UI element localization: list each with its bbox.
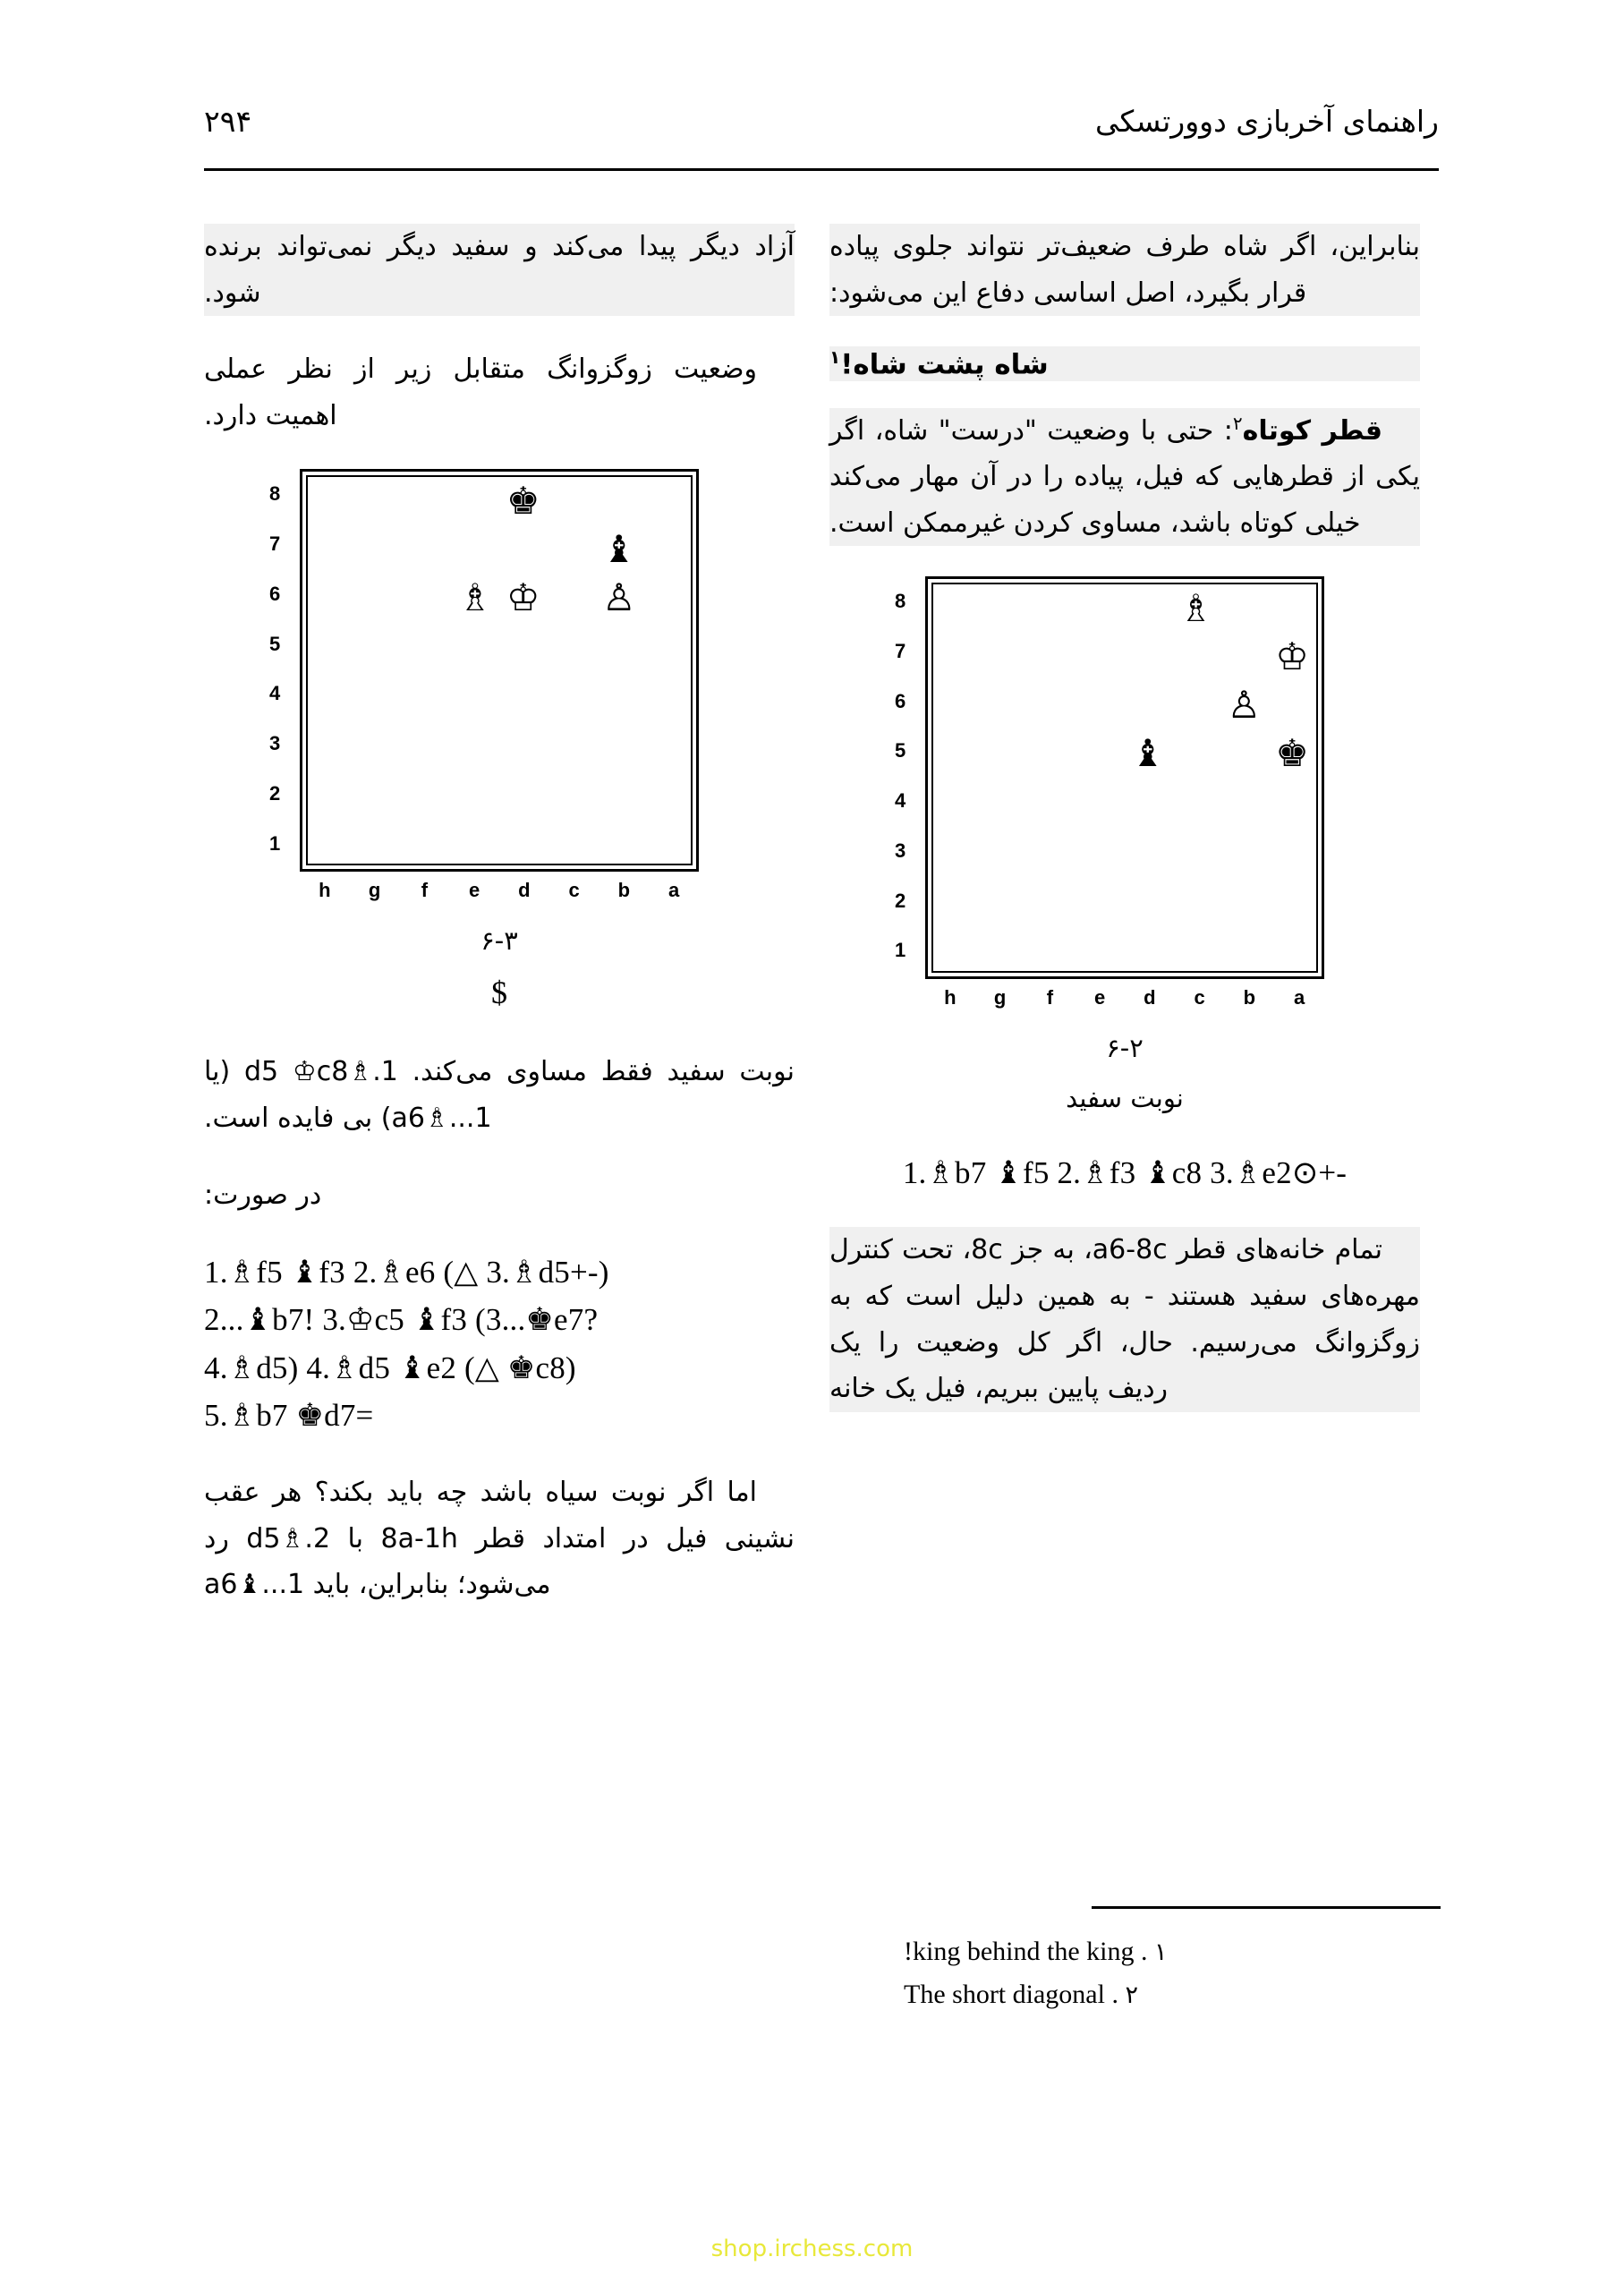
square-d7 xyxy=(499,525,548,574)
footnote-divider xyxy=(1092,1906,1441,1909)
square-c5 xyxy=(548,622,595,670)
site-watermark: shop.irchess.com xyxy=(710,2236,914,2262)
footnote-1: ۱ . king behind the king! xyxy=(904,1937,1168,1966)
square-b2 xyxy=(595,767,643,815)
square-f4 xyxy=(1029,778,1076,826)
board-rank-row xyxy=(933,584,1316,633)
square-h4 xyxy=(308,670,355,719)
square-d1 xyxy=(1124,923,1172,971)
square-h7 xyxy=(933,633,981,681)
square-b6 xyxy=(595,574,643,622)
square-d6 xyxy=(1124,681,1172,729)
board-grid xyxy=(306,475,693,865)
square-c6 xyxy=(1172,681,1220,729)
subheading-king-behind-king xyxy=(829,346,1420,380)
page-header xyxy=(204,98,1439,179)
file-label-h: h xyxy=(944,986,957,1009)
rank-label-4: 4 xyxy=(895,789,906,813)
black-bishop-icon: ♝ xyxy=(1130,731,1165,776)
square-d8 xyxy=(1124,584,1172,633)
square-e2 xyxy=(1076,874,1124,923)
square-f1 xyxy=(404,815,451,864)
file-label-h: h xyxy=(319,879,331,902)
white-pawn-icon: ♙ xyxy=(1227,683,1262,728)
square-f5 xyxy=(1029,729,1076,778)
subheading-text: شاه پشت شاه! xyxy=(840,348,1049,381)
square-a8 xyxy=(643,477,691,525)
square-a6 xyxy=(643,574,691,622)
square-a2 xyxy=(643,767,691,815)
square-c8 xyxy=(548,477,595,525)
square-h2 xyxy=(933,874,981,923)
square-a8 xyxy=(1268,584,1316,633)
square-c8 xyxy=(1172,584,1220,633)
file-label-f: f xyxy=(1046,986,1054,1009)
board-rank-row xyxy=(308,767,691,815)
square-c5 xyxy=(1172,729,1220,778)
square-d4 xyxy=(499,670,548,719)
square-e5 xyxy=(451,622,499,670)
square-d5 xyxy=(499,622,548,670)
right-column xyxy=(829,224,1420,1443)
square-b8 xyxy=(1220,584,1268,633)
board-frame xyxy=(925,576,1324,979)
white-pawn-icon: ♙ xyxy=(601,575,636,620)
left-paragraph-1: آزاد دیگر پیدا می‌کند و سفید دیگر نمی‌تواند برنده شود. xyxy=(204,224,795,316)
board-rank-row xyxy=(308,525,691,574)
white-bishop-icon: ♗ xyxy=(458,575,492,620)
rank-label-3: 3 xyxy=(269,732,281,754)
footnote-2-text: The short diagonal xyxy=(904,1979,1105,2009)
rank-label-8: 8 xyxy=(895,590,906,613)
white-king-icon: ♔ xyxy=(506,575,540,620)
right-move-line-1 xyxy=(829,1149,1420,1197)
file-label-e: e xyxy=(1094,986,1106,1009)
square-e8 xyxy=(1076,584,1124,633)
board-rank-row xyxy=(308,574,691,622)
square-f4 xyxy=(404,670,451,719)
square-e4 xyxy=(1076,778,1124,826)
square-g8 xyxy=(981,584,1028,633)
square-g1 xyxy=(355,815,403,864)
square-b7 xyxy=(1220,633,1268,681)
chessboard-6-3 xyxy=(269,469,699,902)
right-paragraph-2 xyxy=(829,408,1420,547)
square-b8 xyxy=(595,477,643,525)
square-f6 xyxy=(404,574,451,622)
square-e8 xyxy=(451,477,499,525)
square-b3 xyxy=(595,719,643,767)
file-label-g: g xyxy=(368,879,381,902)
square-h5 xyxy=(933,729,981,778)
square-g8 xyxy=(355,477,403,525)
square-e3 xyxy=(451,719,499,767)
square-a3 xyxy=(1268,826,1316,874)
board-rank-row xyxy=(933,826,1316,874)
square-d7 xyxy=(1124,633,1172,681)
square-a7 xyxy=(1268,633,1316,681)
square-a5 xyxy=(1268,729,1316,778)
board-rank-row xyxy=(308,815,691,864)
square-g7 xyxy=(355,525,403,574)
file-label-c: c xyxy=(568,879,580,902)
square-g2 xyxy=(981,874,1028,923)
square-a1 xyxy=(643,815,691,864)
chessboard-6-2 xyxy=(895,576,1324,1009)
footnote-1-number: ۱ xyxy=(1153,1938,1168,1966)
square-g2 xyxy=(355,767,403,815)
footnote-marker-2: ۲ xyxy=(1232,412,1243,434)
square-h5 xyxy=(308,622,355,670)
rank-label-1: 1 xyxy=(895,939,906,962)
rank-label-2: 2 xyxy=(269,781,281,805)
square-e5 xyxy=(1076,729,1124,778)
square-g5 xyxy=(355,622,403,670)
square-f3 xyxy=(1029,826,1076,874)
page-number: ۲۹۴ xyxy=(204,104,252,139)
square-g6 xyxy=(981,681,1028,729)
square-h3 xyxy=(933,826,981,874)
diagram-6-3-caption: ۶-۳ xyxy=(480,925,518,957)
board-rank-row xyxy=(933,923,1316,971)
rank-label-6: 6 xyxy=(895,689,906,712)
board-grid xyxy=(931,583,1318,973)
left-column xyxy=(204,224,795,1639)
square-h8 xyxy=(308,477,355,525)
square-g4 xyxy=(355,670,403,719)
footnote-1-text: king behind the king! xyxy=(904,1937,1135,1966)
left-move-block xyxy=(204,1248,795,1439)
move-seq-1: 1.♗b7 ♝f5 2.♗f3 ♝c8 3.♗e2⊙+- xyxy=(902,1155,1348,1191)
right-paragraph-3: تمام خانه‌های قطر a6-8c، به جز 8c، تحت کنترل مهره‌های سفید هستند - به همین دلیل است که به زوگزوانگ می‌رسیم. حال، اگر کل وضعیت را یک ردیف پایین ببریم، فیل یک خانه xyxy=(829,1227,1420,1411)
diagram-6-3-symbol: $ xyxy=(491,975,507,1011)
square-b4 xyxy=(595,670,643,719)
square-h1 xyxy=(933,923,981,971)
rank-labels xyxy=(895,576,906,975)
file-label-a: a xyxy=(1294,986,1305,1009)
square-e1 xyxy=(1076,923,1124,971)
square-f1 xyxy=(1029,923,1076,971)
square-h7 xyxy=(308,525,355,574)
file-label-e: e xyxy=(469,879,480,902)
left-move-line-4: 5.♗b7 ♚d7= xyxy=(204,1397,374,1433)
square-c6 xyxy=(548,574,595,622)
file-label-d: d xyxy=(518,879,531,902)
square-c7 xyxy=(548,525,595,574)
square-b1 xyxy=(1220,923,1268,971)
board-rank-row xyxy=(933,681,1316,729)
square-b7 xyxy=(595,525,643,574)
left-paragraph-4: در صورت: xyxy=(204,1179,322,1211)
square-d4 xyxy=(1124,778,1172,826)
board-rank-row xyxy=(308,670,691,719)
black-king-icon: ♚ xyxy=(506,479,540,524)
header-divider xyxy=(204,168,1439,171)
square-h3 xyxy=(308,719,355,767)
diagram-6-3 xyxy=(204,469,795,902)
left-move-line-1: 1.♗f5 ♝f3 2.♗e6 (△ 3.♗d5+-) xyxy=(204,1255,609,1290)
square-g6 xyxy=(355,574,403,622)
board-rank-row xyxy=(308,477,691,525)
square-f7 xyxy=(404,525,451,574)
square-f8 xyxy=(1029,584,1076,633)
square-f3 xyxy=(404,719,451,767)
square-a5 xyxy=(643,622,691,670)
square-d8 xyxy=(499,477,548,525)
square-g3 xyxy=(981,826,1028,874)
left-paragraph-5: اما اگر نوبت سیاه باشد چه باید بکند؟ هر عقب نشینی فیل در امتداد قطر 8a-1h با 2.♗d5 رد می‌شود؛ بنابراین، باید 1...♝a6 xyxy=(204,1476,795,1601)
square-e6 xyxy=(1076,681,1124,729)
rank-label-5: 5 xyxy=(895,739,906,762)
square-e1 xyxy=(451,815,499,864)
rank-label-1: 1 xyxy=(269,831,281,855)
board-frame xyxy=(300,469,699,872)
left-move-line-2: 2...♝b7! 3.♔c5 ♝f3 (3...♚e7? xyxy=(204,1302,599,1338)
square-d6 xyxy=(499,574,548,622)
rank-label-7: 7 xyxy=(269,532,281,555)
board-rank-row xyxy=(308,719,691,767)
header-title: راهنمای آخربازی دوورتسکی xyxy=(1094,104,1439,139)
square-b5 xyxy=(595,622,643,670)
left-paragraph-2: وضعیت زوگزوانگ متقابل زیر از نظر عملی اهمیت دارد. xyxy=(204,353,757,431)
square-a3 xyxy=(643,719,691,767)
square-g4 xyxy=(981,778,1028,826)
rank-label-2: 2 xyxy=(895,889,906,912)
diagram-6-2 xyxy=(829,576,1420,1009)
square-a4 xyxy=(1268,778,1316,826)
board-rank-row xyxy=(308,622,691,670)
square-e3 xyxy=(1076,826,1124,874)
file-label-d: d xyxy=(1144,986,1156,1009)
square-c2 xyxy=(1172,874,1220,923)
square-f6 xyxy=(1029,681,1076,729)
square-e2 xyxy=(451,767,499,815)
square-h4 xyxy=(933,778,981,826)
square-f2 xyxy=(1029,874,1076,923)
white-bishop-icon: ♗ xyxy=(1178,586,1213,631)
right-paragraph-1: بنابراین، اگر شاه طرف ضعیف‌تر نتواند جلوی پیاده قرار بگیرد، اصل اساسی دفاع این می‌شود: xyxy=(829,224,1420,316)
square-c4 xyxy=(548,670,595,719)
square-h2 xyxy=(308,767,355,815)
square-a6 xyxy=(1268,681,1316,729)
square-d5 xyxy=(1124,729,1172,778)
square-g5 xyxy=(981,729,1028,778)
square-c7 xyxy=(1172,633,1220,681)
square-g3 xyxy=(355,719,403,767)
square-b6 xyxy=(1220,681,1268,729)
square-e6 xyxy=(451,574,499,622)
square-b2 xyxy=(1220,874,1268,923)
square-f7 xyxy=(1029,633,1076,681)
square-d3 xyxy=(499,719,548,767)
square-c1 xyxy=(1172,923,1220,971)
square-d1 xyxy=(499,815,548,864)
square-h6 xyxy=(308,574,355,622)
square-d3 xyxy=(1124,826,1172,874)
rank-label-3: 3 xyxy=(895,839,906,862)
square-b5 xyxy=(1220,729,1268,778)
rank-label-6: 6 xyxy=(269,582,281,605)
square-b1 xyxy=(595,815,643,864)
rank-label-7: 7 xyxy=(895,639,906,662)
file-labels xyxy=(300,879,699,902)
footnotes-block xyxy=(904,1906,1441,2017)
square-f8 xyxy=(404,477,451,525)
square-g1 xyxy=(981,923,1028,971)
file-label-f: f xyxy=(421,879,429,902)
square-h8 xyxy=(933,584,981,633)
square-c2 xyxy=(548,767,595,815)
square-h1 xyxy=(308,815,355,864)
footnote-2: ۲ . The short diagonal xyxy=(904,1979,1138,2009)
square-c4 xyxy=(1172,778,1220,826)
diagram-6-2-caption: ۶-۲ xyxy=(1106,1033,1144,1064)
black-bishop-icon: ♝ xyxy=(601,527,636,572)
right-paragraph-2-rest: : حتی با وضعیت "درست" شاه، اگر یکی از قطرهایی که فیل، پیاده را در آن مهار می‌کند خیلی کوتاه باشد، مساوی کردن غیرممکن است. xyxy=(829,414,1420,539)
file-label-g: g xyxy=(993,986,1007,1009)
square-c3 xyxy=(1172,826,1220,874)
square-b3 xyxy=(1220,826,1268,874)
square-c3 xyxy=(548,719,595,767)
footnote-marker-1: ۱ xyxy=(829,346,841,369)
rank-label-5: 5 xyxy=(269,632,281,655)
square-a4 xyxy=(643,670,691,719)
square-a7 xyxy=(643,525,691,574)
square-a1 xyxy=(1268,923,1316,971)
file-label-b: b xyxy=(617,879,631,902)
square-c1 xyxy=(548,815,595,864)
square-a2 xyxy=(1268,874,1316,923)
square-g7 xyxy=(981,633,1028,681)
diagram-6-2-subcaption: نوبت سفید xyxy=(1066,1083,1184,1114)
board-rank-row xyxy=(933,729,1316,778)
square-d2 xyxy=(1124,874,1172,923)
square-e7 xyxy=(1076,633,1124,681)
term-short-diagonal: قطر کوتاه xyxy=(1242,414,1383,447)
rank-label-4: 4 xyxy=(269,682,281,705)
square-b4 xyxy=(1220,778,1268,826)
square-d2 xyxy=(499,767,548,815)
board-rank-row xyxy=(933,874,1316,923)
square-f5 xyxy=(404,622,451,670)
square-f2 xyxy=(404,767,451,815)
left-move-line-3: 4.♗d5) 4.♗d5 ♝e2 (△ ♚c8) xyxy=(204,1350,576,1385)
square-e4 xyxy=(451,670,499,719)
file-label-c: c xyxy=(1194,986,1205,1009)
left-paragraph-3: نوبت سفید فقط مساوی می‌کند. 1.♗d5 ♔c8 (یا 1...♗a6) بی فایده است. xyxy=(204,1056,795,1134)
rank-label-8: 8 xyxy=(269,482,281,506)
white-king-icon: ♔ xyxy=(1275,634,1309,679)
file-label-b: b xyxy=(1243,986,1256,1009)
rank-labels xyxy=(269,469,280,868)
file-labels xyxy=(925,986,1324,1009)
file-label-a: a xyxy=(668,879,680,902)
square-e7 xyxy=(451,525,499,574)
board-rank-row xyxy=(933,633,1316,681)
footnote-2-number: ۲ xyxy=(1125,1980,1138,2009)
square-h6 xyxy=(933,681,981,729)
board-rank-row xyxy=(933,778,1316,826)
black-king-icon: ♚ xyxy=(1275,731,1309,776)
